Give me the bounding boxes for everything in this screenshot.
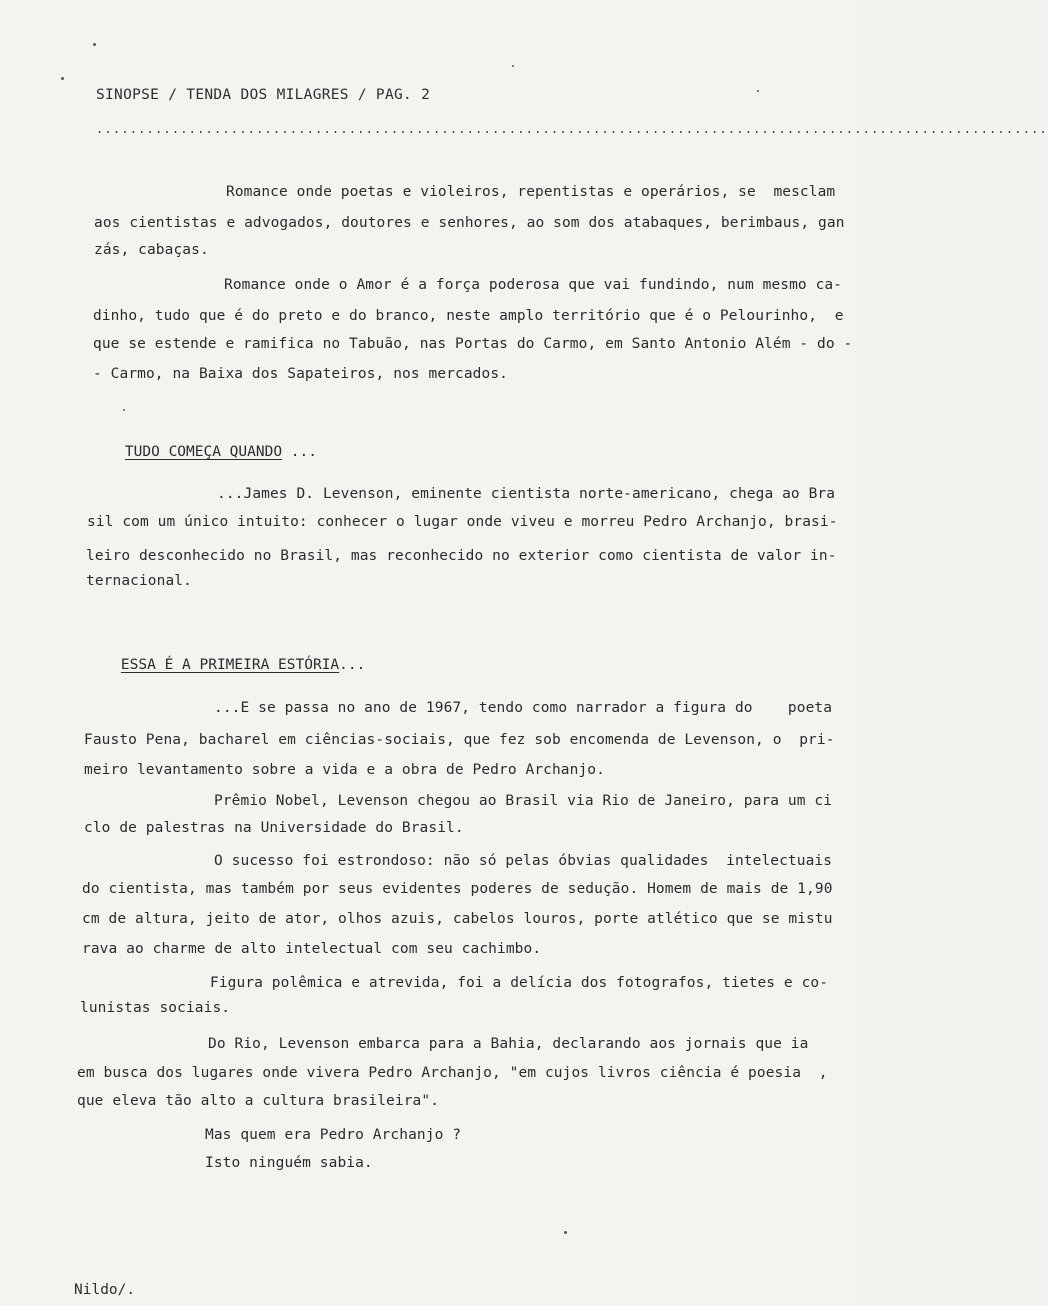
text-line: Fausto Pena, bacharel em ciências-sociais, que fez sob encomenda de Levenson, o pri- — [84, 732, 835, 748]
text-line: Prêmio Nobel, Levenson chegou ao Brasil via Rio de Janeiro, para um ci — [214, 793, 833, 809]
text-line: do cientista, mas também por seus evidentes poderes de sedução. Homem de mais de 1,90 — [82, 881, 833, 897]
text-line: meiro levantamento sobre a vida e a obra de Pedro Archanjo. — [84, 762, 605, 778]
text-line: lunistas sociais. — [80, 1000, 231, 1016]
text-line: Isto ninguém sabia. — [205, 1155, 373, 1171]
text-line: ...E se passa no ano de 1967, tendo como narrador a figura do poeta — [214, 700, 833, 716]
text-line: Romance onde o Amor é a força poderosa que vai fundindo, num mesmo ca- — [224, 277, 843, 293]
text-line: ternacional. — [86, 573, 192, 589]
text-line: aos cientistas e advogados, doutores e senhores, ao som dos atabaques, berimbaus, gan — [94, 215, 845, 231]
text-line: Do Rio, Levenson embarca para a Bahia, declarando aos jornais que ia — [208, 1036, 809, 1052]
text-line: que eleva tão alto a cultura brasileira". — [77, 1093, 440, 1109]
text-line: rava ao charme de alto intelectual com seu cachimbo. — [82, 941, 542, 957]
scan-speck — [93, 43, 96, 46]
text-line: em busca dos lugares onde vivera Pedro Archanjo, "em cujos livros ciência é poesia , — [77, 1065, 828, 1081]
signature: Nildo/. — [74, 1282, 136, 1298]
text-line: dinho, tudo que é do preto e do branco, neste amplo território que é o Pelourinho, e — [93, 308, 844, 324]
text-line: ...James D. Levenson, eminente cientista norte-americano, chega ao Bra — [217, 486, 836, 502]
scan-speck — [757, 90, 759, 92]
section-heading-text: ESSA É A PRIMEIRA ESTÓRIA — [120, 657, 340, 673]
text-line: Romance onde poetas e violeiros, repentistas e operários, se mesclam — [226, 184, 836, 200]
page-header: SINOPSE / TENDA DOS MILAGRES / PAG. 2 — [96, 87, 431, 103]
section-heading — [86, 635, 365, 695]
scan-speck — [123, 409, 125, 411]
section-heading-text: TUDO COMEÇA QUANDO — [124, 444, 283, 460]
text-line: zás, cabaças. — [94, 242, 209, 258]
dotted-separator: ................................................................................................................. — [96, 122, 1048, 136]
text-line: que se estende e ramifica no Tabuão, nas Portas do Carmo, em Santo Antonio Além - do - — [93, 336, 853, 352]
text-line: Figura polêmica e atrevida, foi a delícia dos fotografos, tietes e co- — [210, 975, 829, 991]
text-line: clo de palestras na Universidade do Brasil. — [84, 820, 464, 836]
text-line: O sucesso foi estrondoso: não só pelas óbvias qualidades intelectuais — [214, 853, 833, 869]
text-line: sil com um único intuito: conhecer o lugar onde viveu e morreu Pedro Archanjo, brasi- — [87, 514, 838, 530]
text-line: - Carmo, na Baixa dos Sapateiros, nos mercados. — [93, 366, 508, 382]
scan-speck — [564, 1231, 567, 1234]
text-line: cm de altura, jeito de ator, olhos azuis, cabelos louros, porte atlético que se mistu — [82, 911, 833, 927]
text-line: leiro desconhecido no Brasil, mas reconhecido no exterior como cientista de valor in- — [86, 548, 837, 564]
text-line: Mas quem era Pedro Archanjo ? — [205, 1127, 462, 1143]
scan-speck — [61, 77, 64, 80]
section-heading-ellipsis: ... — [339, 657, 366, 673]
scan-speck — [512, 65, 514, 67]
section-heading-ellipsis: ... — [282, 444, 317, 460]
section-heading — [90, 422, 317, 482]
